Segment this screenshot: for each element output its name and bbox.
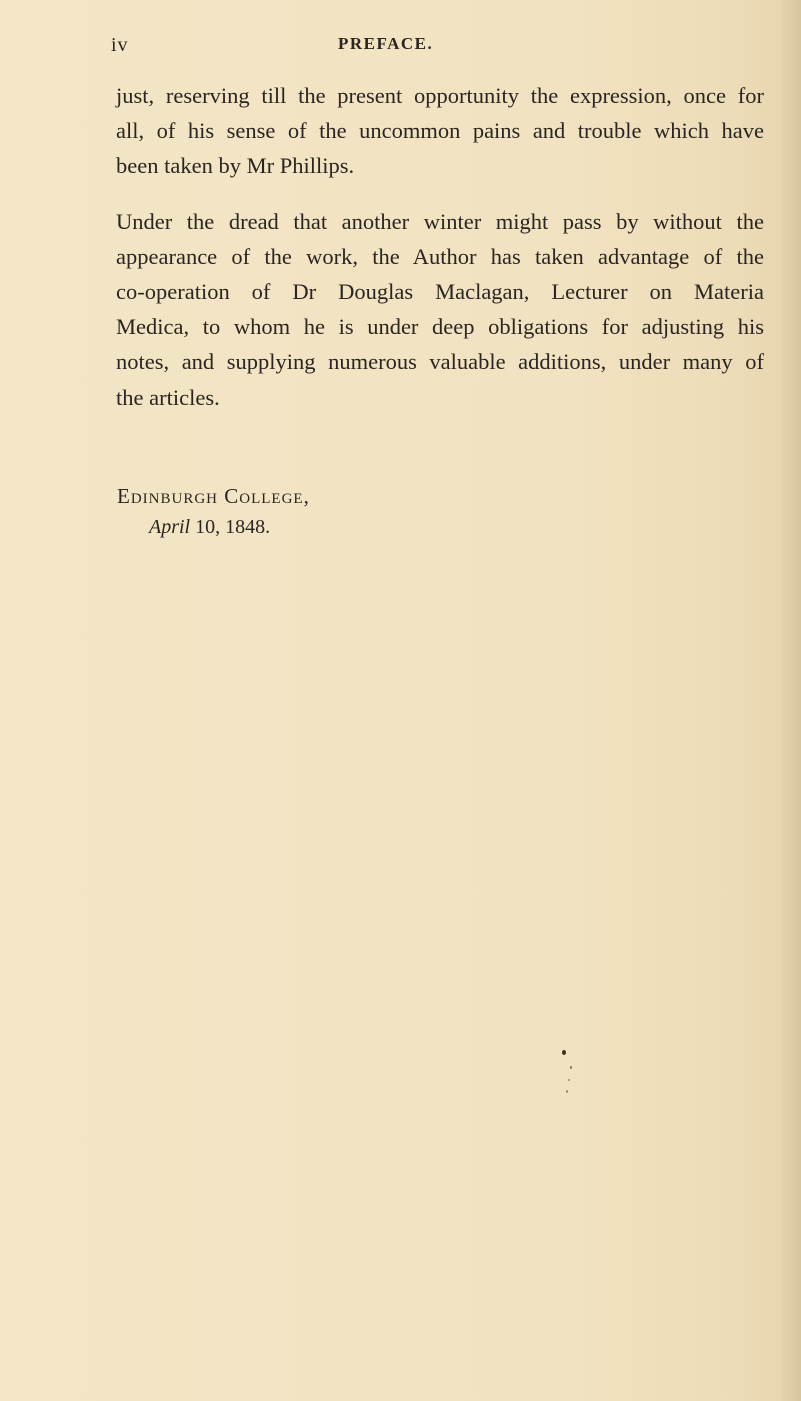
text-line: appearance of the work, the Author has taken advantage of the bbox=[116, 243, 764, 269]
page-edge-shadow bbox=[779, 0, 801, 1401]
paragraph-1 bbox=[116, 78, 764, 184]
signature-block bbox=[117, 481, 310, 543]
ink-speck bbox=[562, 1050, 566, 1055]
ink-speck bbox=[566, 1090, 568, 1093]
signature-month: April bbox=[149, 516, 191, 538]
text-line: just, reserving till the present opportunity the expression, once for bbox=[116, 83, 764, 108]
signature-place: Edinburgh College, bbox=[117, 484, 310, 508]
text-line: Medica, to whom he is under deep obligations for adjusting his bbox=[116, 314, 764, 340]
body-text bbox=[116, 78, 764, 435]
text-line: notes, and supplying numerous valuable additions, under many of bbox=[116, 349, 764, 375]
text-line: all, of his sense of the uncommon pains and trouble which have bbox=[116, 118, 764, 144]
running-head: PREFACE. bbox=[338, 34, 434, 53]
text-line: Under the dread that another winter might pass by without the bbox=[116, 208, 764, 234]
page-number: iv bbox=[111, 34, 129, 56]
text-line: the articles. bbox=[116, 384, 220, 410]
paragraph-2 bbox=[116, 204, 764, 415]
text-line: been taken by Mr Phillips. bbox=[116, 153, 355, 179]
signature-day-year: 10, 1848. bbox=[190, 516, 271, 538]
ink-speck bbox=[570, 1066, 572, 1069]
text-line: co-operation of Dr Douglas Maclagan, Lecturer on Materia bbox=[116, 279, 764, 305]
page-header bbox=[0, 30, 801, 60]
ink-speck bbox=[568, 1079, 570, 1081]
signature-date bbox=[117, 512, 310, 543]
